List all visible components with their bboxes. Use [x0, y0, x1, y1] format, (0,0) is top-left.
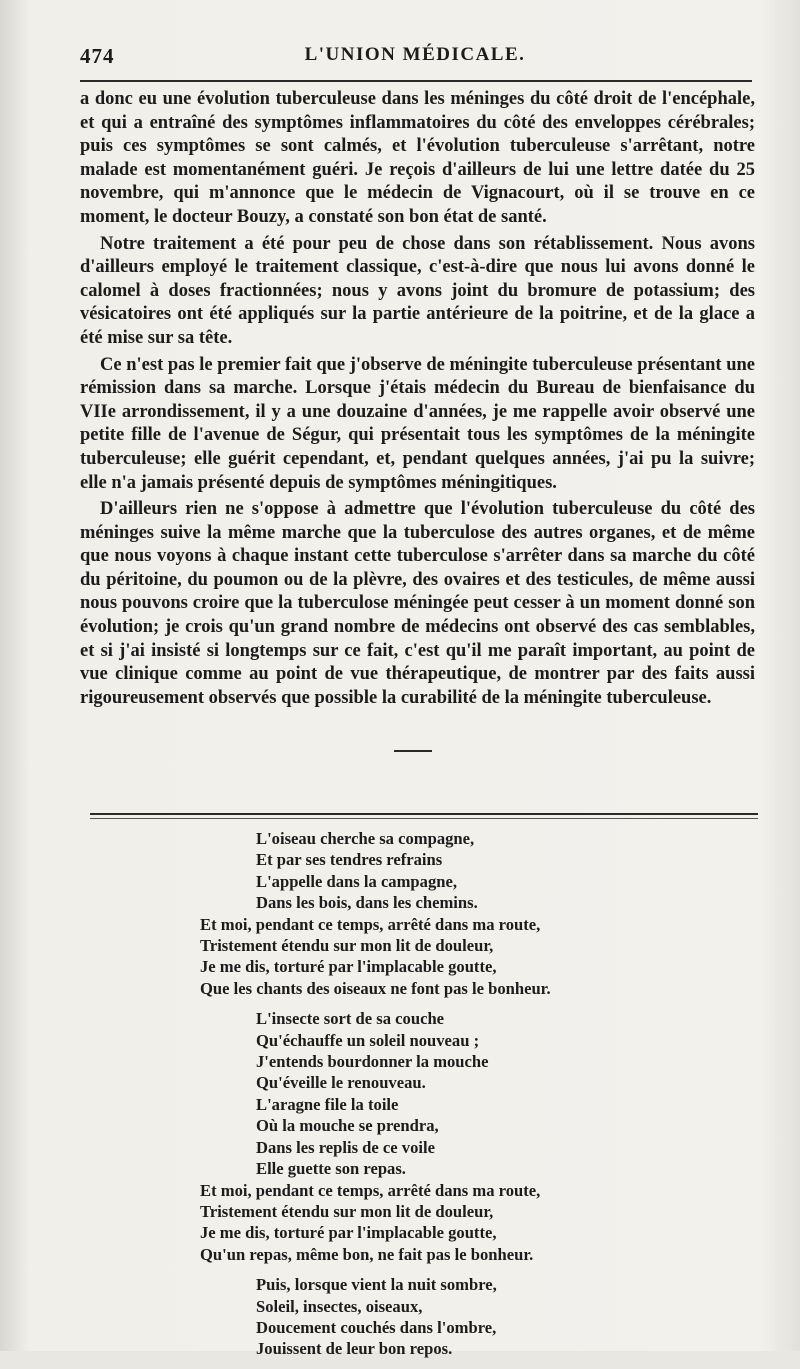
- poem-line: Qu'un repas, même bon, ne fait pas le bonheur.: [200, 1244, 534, 1264]
- poem-stanza: [200, 828, 760, 999]
- poem-line: Dans les replis de ce voile: [256, 1137, 435, 1157]
- poem-line: Et moi, pendant ce temps, arrêté dans ma route,: [200, 1180, 541, 1200]
- poem-line: Dans les bois, dans les chemins.: [256, 893, 478, 913]
- poem-line: L'appelle dans la campagne,: [256, 871, 457, 891]
- section-separator: [394, 750, 432, 752]
- poem-line: Doucement couchés dans l'ombre,: [256, 1317, 497, 1337]
- poem-line: Puis, lorsque vient la nuit sombre,: [256, 1275, 497, 1295]
- paragraph: D'ailleurs rien ne s'oppose à admettre que l'évolution tuberculeuse du côté des méninges suive la même marche que la tuberculose des autres organes, et de même que nous voyons à chaque instant cette tuberculose s'arrêter dans sa marche du côté du péritoine, du poumon ou de la plèvre, des ovaires et des testicules, de même aussi nous pouvons croire que la tuberculose méningée peut cesser à un moment donné son évolution; je crois qu'un grand nombre de médecins ont observé des cas semblables, et si j'ai insisté si longtemps sur ce fait, c'est qu'il me paraît important, au point de vue clinique comme au point de vue thérapeutique, de montrer par des faits aussi rigoureusement observés que possible la curabilité de la méningite tuberculeuse.: [80, 499, 755, 708]
- poem-line: Où la mouche se prendra,: [256, 1116, 439, 1136]
- poem-line: Jouissent de leur bon repos.: [256, 1339, 453, 1359]
- paragraph: Notre traitement a été pour peu de chose dans son rétablissement. Nous avons d'ailleurs employé le traitement classique, c'est-à-dire que nous lui avons donné le calomel à doses fractionnées; nous y avons joint du bromure de potassium; des vésicatoires ont été appliqués sur la partie antérieure de la poitrine, et de la glace a été mise sur sa tête.: [80, 233, 755, 348]
- poem-line: L'oiseau cherche sa compagne,: [256, 829, 475, 848]
- poem-line: Soleil, insectes, oiseaux,: [256, 1296, 423, 1316]
- poem-stanza: [200, 1274, 760, 1360]
- paragraph: Ce n'est pas le premier fait que j'observe de méningite tuberculeuse présentant une rémission dans sa marche. Lorsque j'étais médecin du Bureau de bienfaisance du VIIe arrondissement, il y a une douzaine d'années, je me rappelle avoir observé une petite fille de l'avenue de Ségur, qui présentait tous les symptômes de la méningite tuberculeuse; elle guérit cependant, et, pendant quelques années, j'ai pu la suivre; elle n'a jamais présenté depuis de symptômes méningitiques.: [80, 354, 755, 493]
- poem-line: Que les chants des oiseaux ne font pas le bonheur.: [200, 978, 551, 998]
- poem-line: Je me dis, torturé par l'implacable goutte,: [200, 1223, 497, 1243]
- poem: [200, 828, 760, 1369]
- poem-line: L'insecte sort de sa couche: [256, 1009, 445, 1029]
- article-body: [80, 88, 755, 710]
- poem-line: Et moi, pendant ce temps, arrêté dans ma route,: [200, 914, 541, 934]
- feuilleton-rule: [90, 813, 758, 815]
- running-header: [80, 44, 750, 74]
- poem-line: L'aragne file la toile: [256, 1094, 399, 1114]
- poem-line: Qu'éveille le renouveau.: [256, 1073, 426, 1093]
- poem-line: Je me dis, torturé par l'implacable goutte,: [200, 957, 497, 977]
- journal-title: L'UNION MÉDICALE.: [304, 44, 526, 65]
- poem-line: Tristement étendu sur mon lit de douleur,: [200, 1201, 494, 1221]
- poem-stanza: [200, 1008, 760, 1265]
- paragraph: a donc eu une évolution tuberculeuse dans les méninges du côté droit de l'encéphale, et qui a entraîné des symptômes inflammatoires du côté des enveloppes cérébrales; puis ces symptômes se sont calmés, et l'évolution tuberculeuse s'arrêtant, notre malade est momentanément guéri. Je reçois d'ailleurs de lui une lettre datée du 25 novembre, qui m'annonce que le médecin de Vignacourt, où il se trouve en ce moment, le docteur Bouzy, a constaté son bon état de santé.: [80, 89, 755, 227]
- poem-line: J'entends bourdonner la mouche: [256, 1052, 489, 1072]
- header-rule: [80, 80, 752, 82]
- feuilleton-rule-thin: [90, 818, 758, 819]
- page-number: 474: [80, 44, 115, 68]
- poem-line: Elle guette son repas.: [256, 1159, 406, 1179]
- poem-line: Et par ses tendres refrains: [256, 850, 443, 870]
- poem-line: Qu'échauffe un soleil nouveau ;: [256, 1030, 480, 1050]
- poem-line: Tristement étendu sur mon lit de douleur,: [200, 936, 494, 956]
